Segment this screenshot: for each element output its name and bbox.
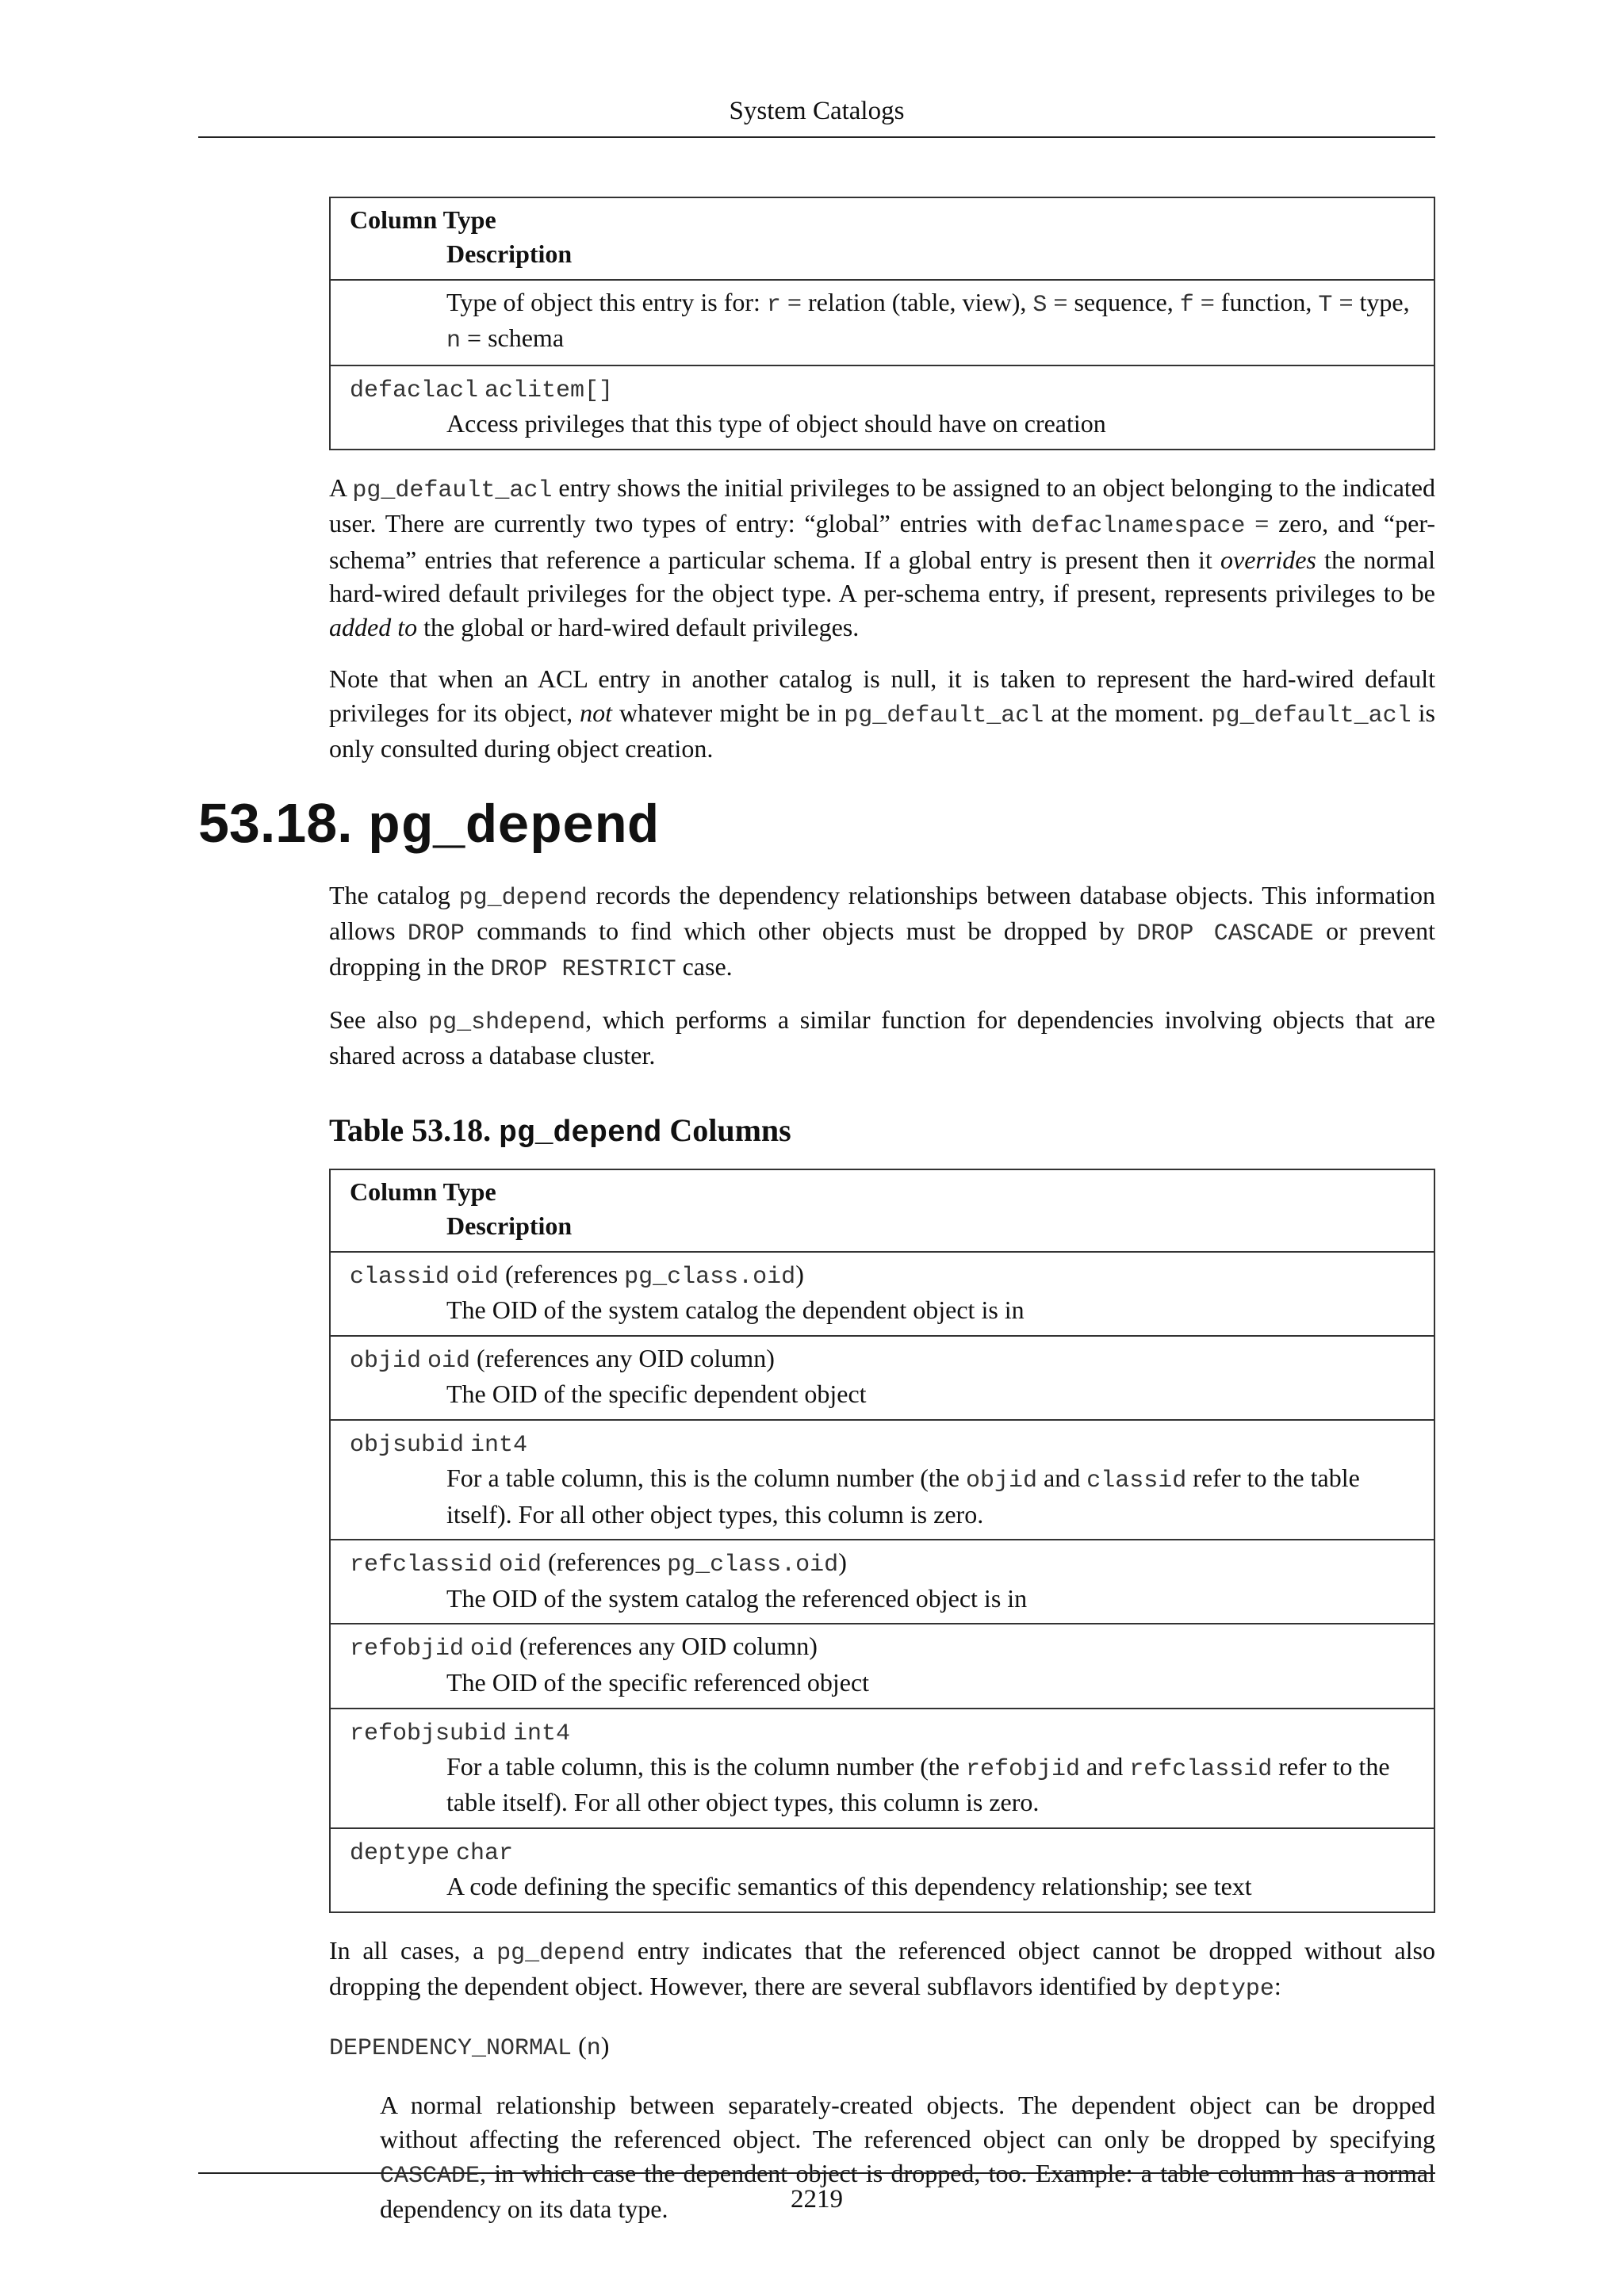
column-name: defaclacl [350,377,479,405]
row-column-type: objid oid (references any OID column) [350,1344,775,1376]
page-content [198,197,1436,2226]
row-description: The OID of the system catalog the dependent object is in [446,1295,1025,1325]
table-row [330,1828,1434,1912]
column-name: deptype [350,1839,450,1867]
column-type: int4 [513,1720,571,1747]
column-type: int4 [470,1432,528,1460]
column-type: oid [456,1264,500,1291]
default-acl-columns-table-continued [329,197,1435,450]
column-name: objid [350,1348,422,1376]
column-name: refobjsubid [350,1720,508,1747]
table-row [330,1420,1434,1540]
row-description: Access privileges that this type of object should have on creation [446,409,1106,438]
column-type: oid [427,1348,471,1376]
table-row [330,1336,1434,1420]
row-column-type [350,1714,1415,1750]
running-header: System Catalogs [729,97,905,125]
section-title: 53.18. pg_depend [198,792,660,859]
row-description: A code defining the specific semantics of this dependency relationship; see text [446,1871,1252,1900]
description-header: Description [446,239,573,268]
table-row [330,1624,1434,1708]
row-description: For a table column, this is the column number (the refobjid and refclassid refer to the table itself). For all other object types, this column is zero. [446,1751,1390,1816]
header-rule [198,136,1435,138]
pg-depend-columns-table [329,1169,1435,1913]
page-number: 2219 [791,2185,843,2214]
column-type: aclitem[] [485,377,614,405]
table-title: Table 53.18. pg_depend Columns [329,1112,791,1151]
column-name: objsubid [350,1432,465,1460]
paragraph-all-cases: In all cases, a pg_depend entry indicates that the referenced object cannot be dropped without also dropping the dependent object. However, there are several subflavors identified by deptype: [329,1935,1436,2003]
paragraph-default-acl: A pg_default_acl entry shows the initial privileges to be assigned to an object belonging to the indicated user. There are currently two types of entry: “global” entries with defaclnamespace = zero, and “per-schema” entries that reference a particular schema. If a global entry is present then it overrides the normal hard-wired default privileges for the object type. A per-schema entry, if present, represents privileges to be added to the global or hard-wired default privileges. [329,473,1436,642]
row-column-type: refclassid oid (references pg_class.oid) [350,1548,847,1579]
column-type-header: Column Type [350,1177,496,1207]
term-dependency-normal: DEPENDENCY_NORMAL (n) [329,2031,610,2063]
row-description: The OID of the specific referenced object [446,1667,870,1697]
table-row [330,1252,1434,1336]
row-description: Type of object this entry is for: r = relation (table, view), S = sequence, f = function, T = type, n = schema [446,287,1410,354]
paragraph-see-also: See also pg_shdepend, which performs a similar function for dependencies involving objects that are shared across a database cluster. [329,1005,1435,1070]
table-row [330,280,1434,365]
paragraph-pg-depend-intro: The catalog pg_depend records the dependency relationships between database objects. This information allows DROP commands to find which other objects must be dropped by DROP CASCADE or prevent dropping in the DROP RESTRICT case. [329,880,1436,984]
column-type: oid [499,1552,542,1579]
table-row [330,365,1434,450]
column-name: refclassid [350,1552,493,1579]
row-description: For a table column, this is the column number (the objid and classid refer to the table itself). For all other object types, this column is zero. [446,1464,1360,1529]
row-description: The OID of the specific dependent object [446,1380,867,1409]
term-definition: A normal relationship between separately-created objects. The dependent object can be dropped without affecting the referenced object. The referenced object can only be dropped by specifying CASCADE, in which case the dependent object is dropped, too. Example: a table column has a normal dependency on its data type. [380,2091,1435,2224]
row-description: The OID of the system catalog the referenced object is in [446,1583,1028,1613]
row-column-type: classid oid (references pg_class.oid) [350,1260,804,1291]
row-column-type [350,1834,1415,1869]
row-column-type: refobjid oid (references any OID column) [350,1632,818,1663]
column-type-header: Column Type [350,205,496,234]
paragraph-acl-null-note: Note that when an ACL entry in another catalog is null, it is taken to represent the hard-wired default privileges for its object, not whatever might be in pg_default_acl at the moment. pg_default_acl is only consulted during object creation. [329,664,1435,763]
column-type: oid [470,1636,514,1663]
row-column-type [350,1425,1415,1461]
table-header-row [330,197,1434,280]
description-header: Description [446,1211,573,1241]
table-row [330,1709,1434,1828]
column-name: refobjid [350,1636,465,1663]
footer-rule [198,2172,1435,2174]
table-row [330,1540,1434,1624]
column-type: char [456,1839,514,1867]
column-name: classid [350,1264,450,1291]
table-header-row [330,1169,1434,1252]
row-column-type [350,371,1415,407]
